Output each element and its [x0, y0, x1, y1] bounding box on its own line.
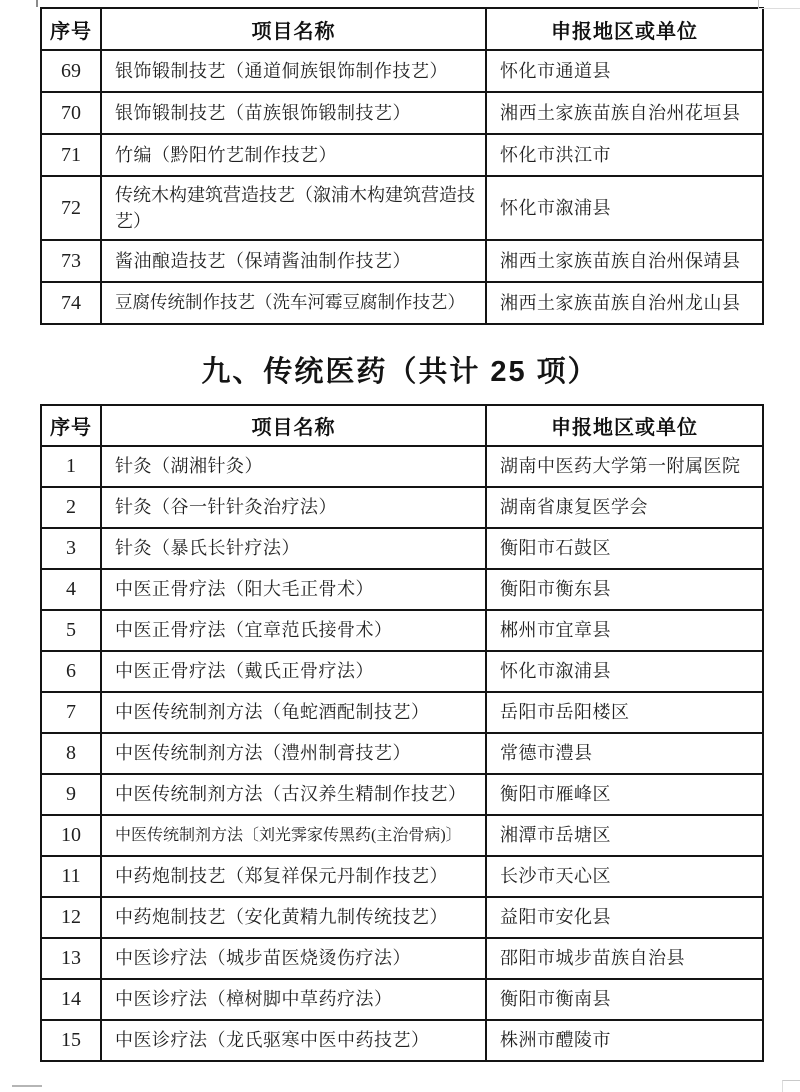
project-name-cell: 中医诊疗法（樟树脚中草药疗法）: [101, 979, 486, 1020]
project-name-cell: 中医正骨疗法（宜章范氏接骨术）: [101, 610, 486, 651]
column-header-name: 项目名称: [101, 405, 486, 446]
table-row: [41, 240, 763, 282]
project-name-cell: 中医正骨疗法（戴氏正骨疗法）: [101, 651, 486, 692]
serial-cell: 73: [41, 240, 101, 282]
project-name-cell: 中医正骨疗法（阳大毛正骨术）: [101, 569, 486, 610]
unit-cell: 岳阳市岳阳楼区: [486, 692, 763, 733]
unit-cell: 湖南省康复医学会: [486, 487, 763, 528]
serial-cell: 71: [41, 134, 101, 176]
table-row: [41, 487, 763, 528]
page-edge-artifact: [12, 1085, 42, 1087]
table-row: [41, 176, 763, 240]
column-header-name: 项目名称: [101, 8, 486, 50]
project-name-cell: 中医诊疗法（龙氏驱寒中医中药技艺）: [101, 1020, 486, 1061]
unit-cell: 湖南中医药大学第一附属医院: [486, 446, 763, 487]
serial-cell: 13: [41, 938, 101, 979]
page-edge-artifact: [782, 1080, 800, 1092]
project-name-cell: 银饰锻制技艺（苗族银饰锻制技艺）: [101, 92, 486, 134]
table-header-row: [41, 8, 763, 50]
table-row: [41, 528, 763, 569]
unit-cell: 长沙市天心区: [486, 856, 763, 897]
serial-cell: 10: [41, 815, 101, 856]
table-row: [41, 50, 763, 92]
column-header-unit: 申报地区或单位: [486, 8, 763, 50]
crafts-table: [40, 7, 764, 325]
table-row: [41, 815, 763, 856]
table-row: [41, 569, 763, 610]
unit-cell: 衡阳市雁峰区: [486, 774, 763, 815]
serial-cell: 11: [41, 856, 101, 897]
project-name-cell: 针灸（湖湘针灸）: [101, 446, 486, 487]
project-name-cell: 酱油酿造技艺（保靖酱油制作技艺）: [101, 240, 486, 282]
page-edge-artifact: [36, 0, 38, 7]
unit-cell: 衡阳市衡南县: [486, 979, 763, 1020]
serial-cell: 69: [41, 50, 101, 92]
serial-cell: 3: [41, 528, 101, 569]
serial-cell: 4: [41, 569, 101, 610]
table-row: [41, 446, 763, 487]
table-row: [41, 651, 763, 692]
serial-cell: 72: [41, 176, 101, 240]
table-row: [41, 733, 763, 774]
serial-cell: 15: [41, 1020, 101, 1061]
unit-cell: 衡阳市石鼓区: [486, 528, 763, 569]
table-row: [41, 610, 763, 651]
serial-cell: 1: [41, 446, 101, 487]
table-header-row: [41, 405, 763, 446]
project-name-cell: 中医传统制剂方法〔刘光霁家传黑药(主治骨病)〕: [101, 815, 486, 856]
project-name-cell: 银饰锻制技艺（通道侗族银饰制作技艺）: [101, 50, 486, 92]
column-header-serial: 序号: [41, 8, 101, 50]
unit-cell: 郴州市宜章县: [486, 610, 763, 651]
table-row: [41, 979, 763, 1020]
project-name-cell: 中药炮制技艺（安化黄精九制传统技艺）: [101, 897, 486, 938]
serial-cell: 74: [41, 282, 101, 324]
project-name-cell: 中医传统制剂方法（古汉养生精制作技艺）: [101, 774, 486, 815]
unit-cell: 衡阳市衡东县: [486, 569, 763, 610]
table-row: [41, 282, 763, 324]
project-name-cell: 中药炮制技艺（郑复祥保元丹制作技艺）: [101, 856, 486, 897]
serial-cell: 8: [41, 733, 101, 774]
table-row: [41, 692, 763, 733]
table-row: [41, 897, 763, 938]
table-row: [41, 92, 763, 134]
serial-cell: 70: [41, 92, 101, 134]
medicine-table: [40, 404, 764, 1062]
unit-cell: 湘潭市岳塘区: [486, 815, 763, 856]
table-row: [41, 938, 763, 979]
serial-cell: 12: [41, 897, 101, 938]
project-name-cell: 中医诊疗法（城步苗医烧烫伤疗法）: [101, 938, 486, 979]
serial-cell: 9: [41, 774, 101, 815]
column-header-serial: 序号: [41, 405, 101, 446]
serial-cell: 7: [41, 692, 101, 733]
unit-cell: 湘西土家族苗族自治州花垣县: [486, 92, 763, 134]
unit-cell: 怀化市溆浦县: [486, 176, 763, 240]
project-name-cell: 传统木构建筑营造技艺（溆浦木构建筑营造技艺）: [101, 176, 486, 240]
unit-cell: 怀化市溆浦县: [486, 651, 763, 692]
column-header-unit: 申报地区或单位: [486, 405, 763, 446]
table-row: [41, 1020, 763, 1061]
unit-cell: 怀化市通道县: [486, 50, 763, 92]
table-row: [41, 134, 763, 176]
table-row: [41, 774, 763, 815]
project-name-cell: 针灸（暴氏长针疗法）: [101, 528, 486, 569]
serial-cell: 6: [41, 651, 101, 692]
unit-cell: 湘西土家族苗族自治州龙山县: [486, 282, 763, 324]
serial-cell: 5: [41, 610, 101, 651]
unit-cell: 株洲市醴陵市: [486, 1020, 763, 1061]
project-name-cell: 中医传统制剂方法（澧州制膏技艺）: [101, 733, 486, 774]
project-name-cell: 中医传统制剂方法（龟蛇酒配制技艺）: [101, 692, 486, 733]
unit-cell: 邵阳市城步苗族自治县: [486, 938, 763, 979]
unit-cell: 益阳市安化县: [486, 897, 763, 938]
unit-cell: 常德市澧县: [486, 733, 763, 774]
serial-cell: 14: [41, 979, 101, 1020]
unit-cell: 湘西土家族苗族自治州保靖县: [486, 240, 763, 282]
project-name-cell: 针灸（谷一针针灸治疗法）: [101, 487, 486, 528]
project-name-cell: 豆腐传统制作技艺（洗车河霉豆腐制作技艺）: [101, 282, 486, 324]
unit-cell: 怀化市洪江市: [486, 134, 763, 176]
section-heading: 九、传统医药（共计 25 项）: [201, 356, 599, 388]
table-row: [41, 856, 763, 897]
page-edge-artifact: [758, 0, 800, 9]
serial-cell: 2: [41, 487, 101, 528]
project-name-cell: 竹编（黔阳竹艺制作技艺）: [101, 134, 486, 176]
